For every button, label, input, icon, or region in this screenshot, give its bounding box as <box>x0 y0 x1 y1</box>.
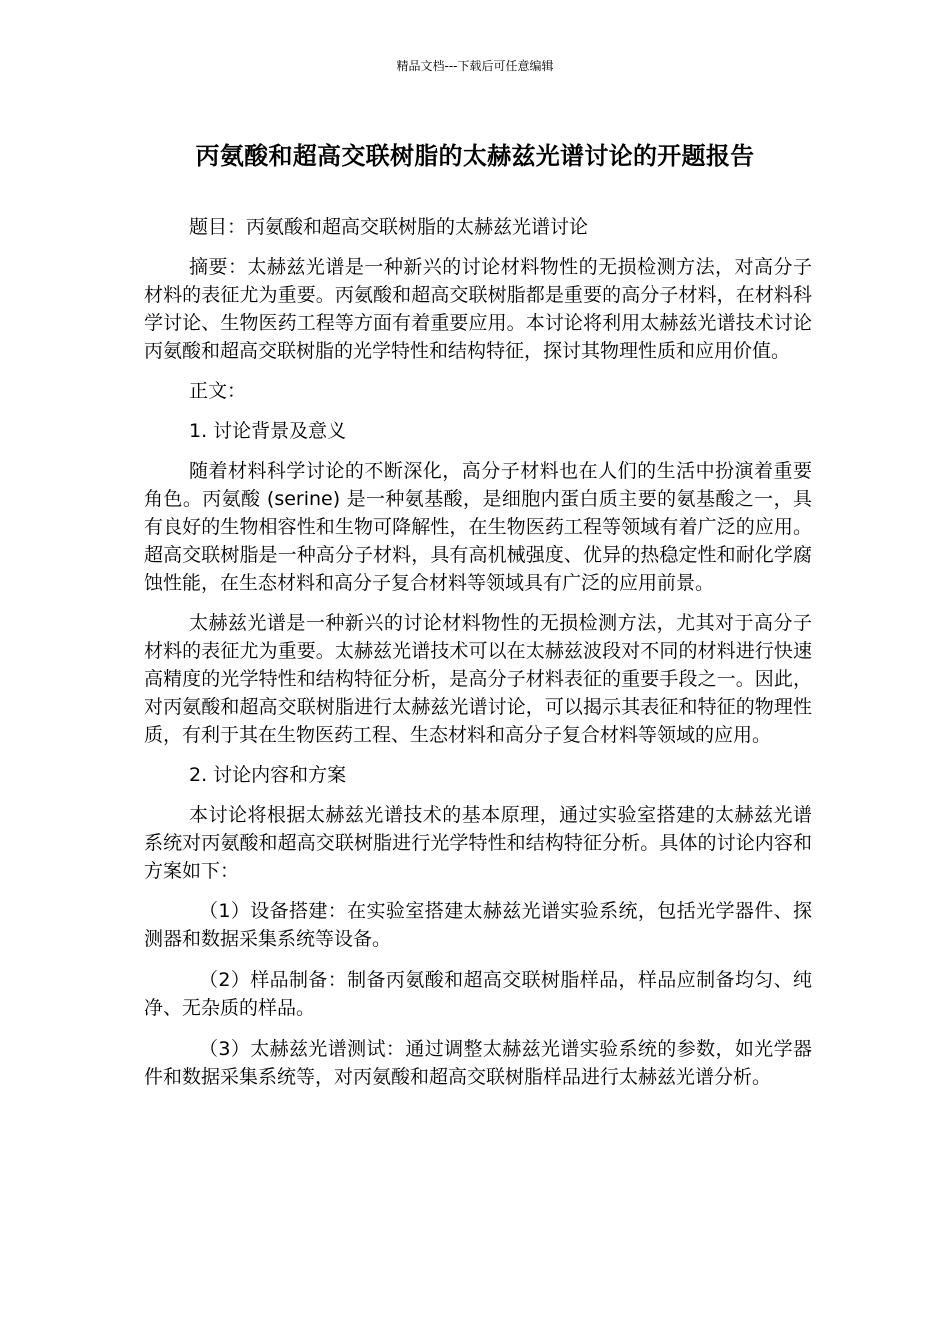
page-title: 丙氨酸和超高交联树脂的太赫兹光谱讨论的开题报告 <box>195 142 755 170</box>
list-item: （2）样品制备：制备丙氨酸和超高交联树脂样品，样品应制备均匀、纯净、无杂质的样品。 <box>144 969 812 1019</box>
main-label: 正文： <box>189 380 247 402</box>
topic-paragraph: 题目：丙氨酸和超高交联树脂的太赫兹光谱讨论 <box>189 216 589 238</box>
section-1-paragraph-2: 太赫兹光谱是一种新兴的讨论材料物性的无损检测方法，尤其对于高分子材料的表征尤为重要。太赫兹光谱技术可以在太赫兹波段对不同的材料进行快速高精度的光学特性和结构特征分析，是高分子材料表征的重要手段之一。因此，对丙氨酸和超高交联树脂进行太赫兹光谱讨论，可以揭示其表征和特征的物理性质，有利于其在生物医药工程、生态材料和高分子复合材料等领域的应用。 <box>144 612 812 746</box>
section-1-paragraph-1: 随着材料科学讨论的不断深化，高分子材料也在人们的生活中扮演着重要角色。丙氨酸 (serine) 是一种氨基酸，是细胞内蛋白质主要的氨基酸之一，具有良好的生物相容性和生物可降解性，在生物医药工程等领域有着广泛的应用。超高交联树脂是一种高分子材料，具有高机械强度、优异的热稳定性和耐化学腐蚀性能，在生态材料和高分子复合材料等领域具有广泛的应用前景。 <box>144 460 812 594</box>
abstract-paragraph: 摘要：太赫兹光谱是一种新兴的讨论材料物性的无损检测方法，对高分子材料的表征尤为重要。丙氨酸和超高交联树脂都是重要的高分子材料，在材料科学讨论、生物医药工程等方面有着重要应用。本讨论将利用太赫兹光谱技术讨论丙氨酸和超高交联树脂的光学特性和结构特征，探讨其物理性质和应用价值。 <box>144 256 812 362</box>
list-item: （1）设备搭建：在实验室搭建太赫兹光谱实验系统，包括光学器件、探测器和数据采集系统等设备。 <box>144 900 812 950</box>
section-1-heading: 1. 讨论背景及意义 <box>189 420 347 442</box>
section-2-heading: 2. 讨论内容和方案 <box>189 764 347 786</box>
list-item: （3）太赫兹光谱测试：通过调整太赫兹光谱实验系统的参数，如光学器件和数据采集系统等，对丙氨酸和超高交联树脂样品进行太赫兹光谱分析。 <box>144 1038 812 1088</box>
section-2-paragraph-1: 本讨论将根据太赫兹光谱技术的基本原理，通过实验室搭建的太赫兹光谱系统对丙氨酸和超高交联树脂进行光学特性和结构特征分析。具体的讨论内容和方案如下： <box>144 804 812 882</box>
document-body <box>144 213 812 1104</box>
header-note: 精品文档---下载后可任意编辑 <box>396 59 554 73</box>
